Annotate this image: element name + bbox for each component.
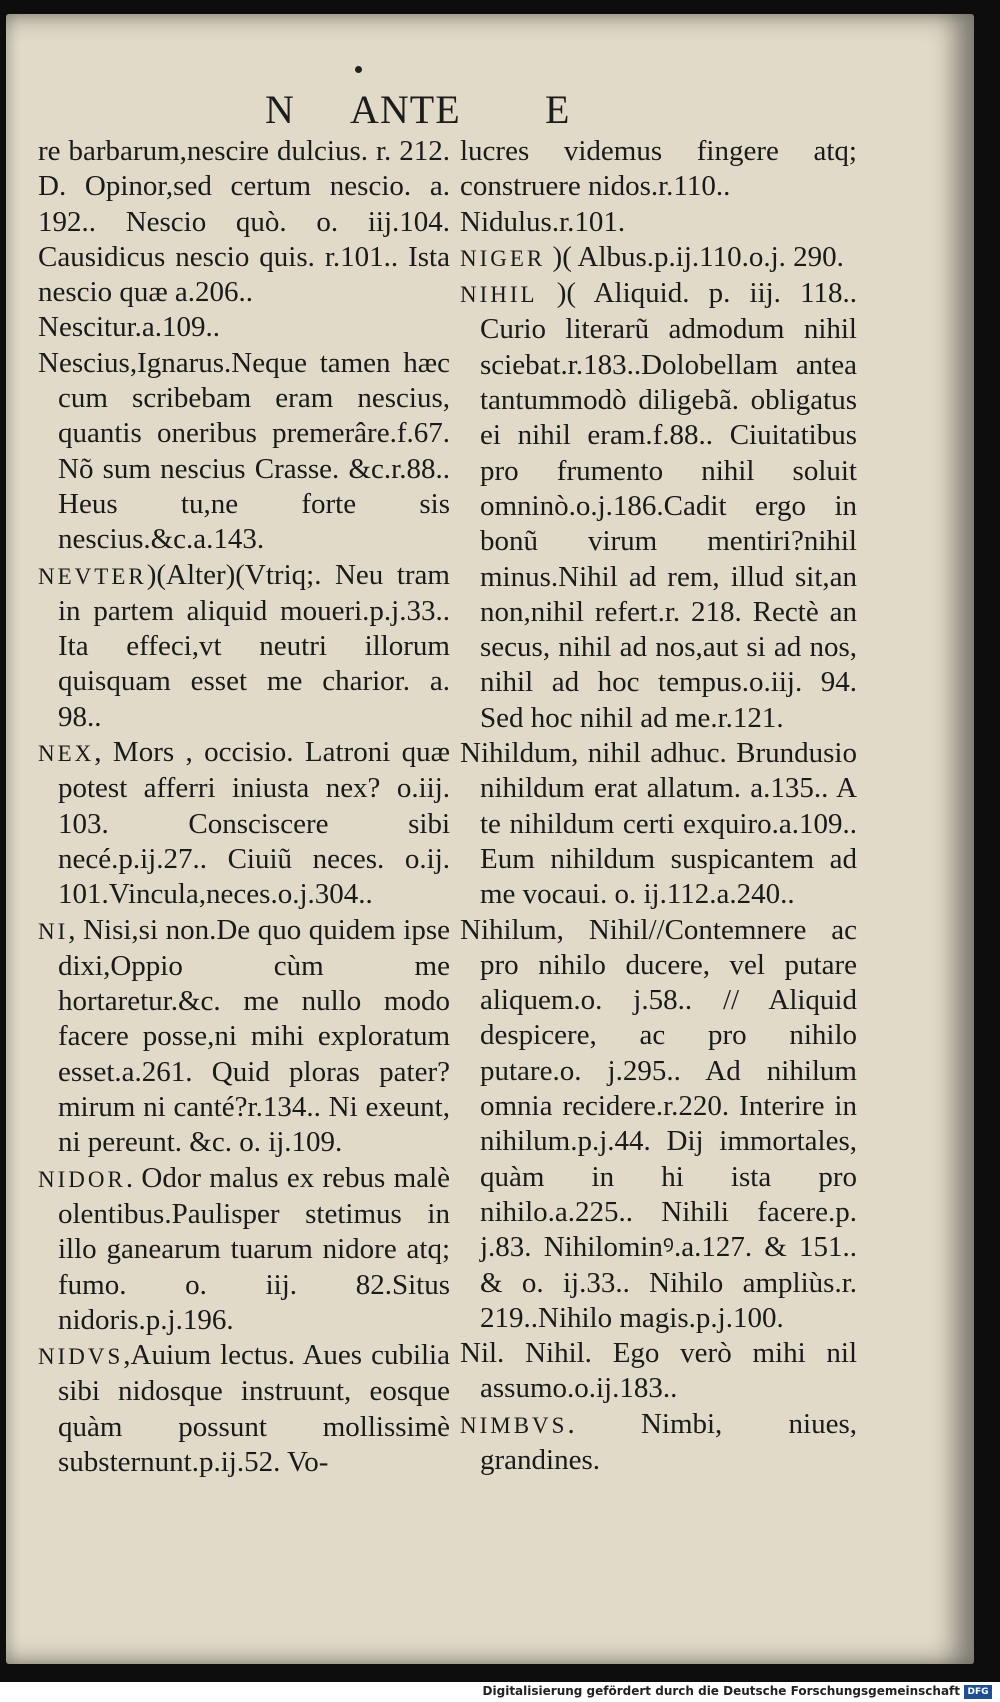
dictionary-entry: Nidulus.r.101. (460, 205, 626, 238)
dictionary-entry: re barbarum,nescire dulcius. r. 212. D. Opinor,sed certum nescio. a. 192.. Nescio quò. o. iij.104. Causidicus nescio quis. r.101.. Ista nescio quæ a.206.. (38, 135, 450, 309)
entry-headword: NI (38, 918, 69, 944)
ink-dot-mark (355, 66, 362, 73)
dictionary-entry: NIDVS,Auium lectus. Aues cubilia sibi nidosque instruunt, eosque quàm possunt mollissimè substernunt.p.ij.52. Vo- (38, 1339, 450, 1478)
header-center: ANTE (350, 87, 461, 132)
dictionary-entry: NIHIL )( Aliquid. p. iij. 118.. Curio literarũ admodum nihil sciebat.r.183..Dolobellam antea tantummodò diligebã. obligatus ei nihil eram.f.88.. Ciuitatibus pro frumento nihil soluit omninò.o.j.186.Cadit ergo in bonũ virum mentiri?nihil minus.Nihil ad rem, illud sit,an non,nihil refert.r. 218. Rectè an secus, nihil ad nos,aut si ad nos, nihil ad hoc tempus.o.iij. 94. Sed hoc nihil ad me.r.121. (460, 277, 857, 734)
right-column (460, 134, 857, 1478)
dictionary-entry: NIDOR. Odor malus ex rebus malè olentibus.Paulisper stetimus in illo ganearum tuarum nidore atq; fumo. o. iij. 82.Situs nidoris.p.j.196. (38, 1161, 450, 1336)
running-header (0, 86, 1000, 136)
dictionary-entry: lucres videmus fingere atq; construere nidos.r.110.. (460, 135, 857, 203)
dictionary-entry: Nescius,Ignarus.Neque tamen hæc cum scribebam eram nescius, quantis oneribus premerâre.f.67. Nõ sum nescius Crasse. &c.r.88.. Heus tu,ne forte sis nescius.&c.a.143. (38, 346, 450, 556)
entry-headword: NEX (38, 741, 95, 767)
dictionary-entry: Nihildum, nihil adhuc. Brundusio nihildum erat allatum. a.135.. A te nihildum certi exquiro.a.109.. Eum nihildum suspicantem ad me vocaui. o. ij.112.a.240.. (460, 737, 857, 911)
entry-headword: NEVTER (38, 563, 147, 589)
dictionary-entry: NIMBVS. Nimbi, niues, grandines. (460, 1407, 857, 1476)
dictionary-entry: NIGER )( Albus.p.ij.110.o.j. 290. (460, 240, 844, 273)
header-right: E (545, 87, 571, 132)
header-left: N (265, 87, 295, 132)
dictionary-entry: Nescitur.a.109.. (38, 311, 221, 344)
entry-headword: NIDVS (38, 1344, 124, 1370)
funding-credit: Digitalisierung gefördert durch die Deutsche Forschungsgemeinschaft (482, 1684, 960, 1698)
entry-headword: NIDOR (38, 1166, 126, 1192)
dictionary-entry: Nil. Nihil. Ego verò mihi nil assumo.o.ij.183.. (460, 1337, 857, 1405)
entry-headword: NIGER (460, 245, 546, 271)
dictionary-entry: NEVTER)(Alter)(Vtriq;. Neu tram in partem aliquid moueri.p.j.33.. Ita effeci,vt neutri illorum quisquam esset me charior. a. 98.. (38, 558, 450, 733)
entry-headword: NIHIL (460, 282, 538, 308)
dfg-logo: DFG (964, 1685, 992, 1699)
dictionary-entry: NI, Nisi,si non.De quo quidem ipse dixi,Oppio cùm me hortaretur.&c. me nullo modo facere posse,ni mihi exploratum esset.a.261. Quid ploras pater? mirum ni canté?r.134.. Ni exeunt, ni pereunt. &c. o. ij.109. (38, 913, 450, 1159)
dictionary-entry: NEX, Mors , occisio. Latroni quæ potest afferri iniusta nex? o.iij. 103. Consciscere sibi necé.p.ij.27.. Ciuiũ neces. o.ij. 101.Vincula,neces.o.j.304.. (38, 736, 450, 911)
digitization-footer (0, 1682, 1000, 1702)
left-column (38, 134, 450, 1480)
dictionary-entry: Nihilum, Nihil//Contemnere ac pro nihilo ducere, vel putare aliquem.o. j.58.. // Aliquid despicere, ac pro nihilo putare.o. j.295.. Ad nihilum omnia recidere.r.220. Interire in nihilum.p.j.44. Dij immortales, quàm in hi ista pro nihilo.a.225.. Nihili facere.p. j.83. Nihilominꝰ.a.127. & 151.. & o. ij.33.. Nihilo ampliùs.r. 219..Nihilo magis.p.j.100. (460, 913, 857, 1334)
entry-headword: NIMBVS (460, 1412, 568, 1438)
